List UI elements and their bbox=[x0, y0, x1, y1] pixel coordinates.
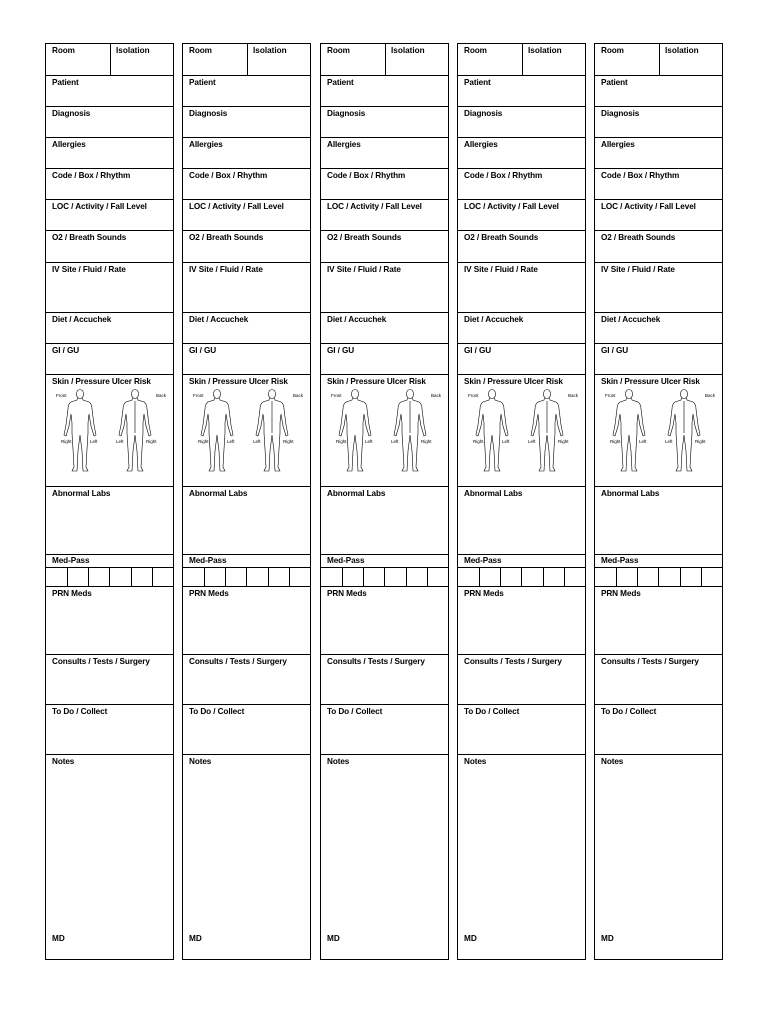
prn-row bbox=[46, 587, 173, 655]
notes-label: Notes bbox=[601, 757, 624, 766]
notes-row bbox=[458, 755, 585, 959]
back-right-text: Right bbox=[695, 439, 706, 444]
body-diagram bbox=[183, 387, 310, 473]
patient-sheet-3 bbox=[320, 43, 449, 960]
room-divider bbox=[247, 44, 248, 75]
diet-label: Diet / Accuchek bbox=[464, 315, 524, 324]
medpass-cell[interactable] bbox=[479, 568, 480, 586]
back-text: Back bbox=[156, 393, 167, 398]
medpass-cell[interactable] bbox=[289, 568, 290, 586]
front-figure bbox=[201, 390, 233, 472]
allergies-label: Allergies bbox=[189, 140, 223, 149]
patient-sheet-1 bbox=[45, 43, 174, 960]
consults-label: Consults / Tests / Surgery bbox=[601, 657, 699, 666]
medpass-cell[interactable] bbox=[406, 568, 407, 586]
back-right-text: Right bbox=[558, 439, 569, 444]
todo-label: To Do / Collect bbox=[327, 707, 383, 716]
prn-label: PRN Meds bbox=[327, 589, 367, 598]
front-right-text: Right bbox=[610, 439, 621, 444]
gigu-label: GI / GU bbox=[464, 346, 492, 355]
patient-sheet-4 bbox=[457, 43, 586, 960]
skin-row bbox=[595, 375, 722, 487]
diagnosis-row bbox=[458, 107, 585, 138]
medpass-cell[interactable] bbox=[67, 568, 68, 586]
todo-label: To Do / Collect bbox=[464, 707, 520, 716]
diagnosis-label: Diagnosis bbox=[52, 109, 91, 118]
skin-label: Skin / Pressure Ulcer Risk bbox=[464, 377, 563, 386]
diagnosis-label: Diagnosis bbox=[189, 109, 228, 118]
medpass-grid bbox=[595, 568, 722, 587]
patient-row bbox=[458, 76, 585, 107]
gigu-row bbox=[183, 344, 310, 375]
patient-sheet-5 bbox=[594, 43, 723, 960]
patient-row bbox=[183, 76, 310, 107]
room-label: Room bbox=[52, 46, 75, 55]
medpass-cell[interactable] bbox=[225, 568, 226, 586]
labs-row bbox=[458, 487, 585, 555]
loc-label: LOC / Activity / Fall Level bbox=[327, 202, 422, 211]
medpass-grid bbox=[183, 568, 310, 587]
medpass-grid bbox=[321, 568, 448, 587]
skin-label: Skin / Pressure Ulcer Risk bbox=[52, 377, 151, 386]
front-right-text: Right bbox=[198, 439, 209, 444]
medpass-label: Med-Pass bbox=[52, 556, 90, 565]
prn-row bbox=[321, 587, 448, 655]
front-left-text: Left bbox=[90, 439, 98, 444]
allergies-row bbox=[595, 138, 722, 169]
loc-row bbox=[458, 200, 585, 231]
medpass-cell[interactable] bbox=[88, 568, 89, 586]
diet-row bbox=[321, 313, 448, 344]
diagnosis-row bbox=[183, 107, 310, 138]
skin-label: Skin / Pressure Ulcer Risk bbox=[601, 377, 700, 386]
diet-row bbox=[46, 313, 173, 344]
skin-label: Skin / Pressure Ulcer Risk bbox=[327, 377, 426, 386]
allergies-label: Allergies bbox=[327, 140, 361, 149]
medpass-cell[interactable] bbox=[342, 568, 343, 586]
back-text: Back bbox=[293, 393, 304, 398]
notes-label: Notes bbox=[52, 757, 75, 766]
front-figure bbox=[613, 390, 645, 472]
consults-label: Consults / Tests / Surgery bbox=[189, 657, 287, 666]
loc-label: LOC / Activity / Fall Level bbox=[464, 202, 559, 211]
allergies-row bbox=[183, 138, 310, 169]
front-right-text: Right bbox=[61, 439, 72, 444]
prn-row bbox=[183, 587, 310, 655]
body-diagram bbox=[46, 387, 173, 473]
medpass-grid bbox=[458, 568, 585, 587]
back-left-text: Left bbox=[253, 439, 261, 444]
front-figure bbox=[476, 390, 508, 472]
medpass-row bbox=[458, 555, 585, 568]
diet-label: Diet / Accuchek bbox=[601, 315, 661, 324]
room-label: Room bbox=[327, 46, 350, 55]
md-label: MD bbox=[601, 934, 614, 943]
isolation-label: Isolation bbox=[253, 46, 287, 55]
labs-row bbox=[46, 487, 173, 555]
diagnosis-label: Diagnosis bbox=[464, 109, 503, 118]
front-text: Front bbox=[56, 393, 67, 398]
patient-label: Patient bbox=[327, 78, 354, 87]
patient-label: Patient bbox=[52, 78, 79, 87]
loc-row bbox=[183, 200, 310, 231]
room-divider bbox=[385, 44, 386, 75]
back-figure bbox=[394, 390, 426, 472]
medpass-row bbox=[46, 555, 173, 568]
allergies-label: Allergies bbox=[464, 140, 498, 149]
front-right-text: Right bbox=[473, 439, 484, 444]
code-label: Code / Box / Rhythm bbox=[464, 171, 543, 180]
consults-label: Consults / Tests / Surgery bbox=[464, 657, 562, 666]
notes-label: Notes bbox=[464, 757, 487, 766]
notes-row bbox=[321, 755, 448, 959]
skin-row bbox=[458, 375, 585, 487]
consults-row bbox=[46, 655, 173, 705]
o2-row bbox=[46, 231, 173, 263]
medpass-cell[interactable] bbox=[427, 568, 428, 586]
o2-label: O2 / Breath Sounds bbox=[189, 233, 264, 242]
diet-row bbox=[595, 313, 722, 344]
gigu-label: GI / GU bbox=[327, 346, 355, 355]
room-divider bbox=[659, 44, 660, 75]
gigu-row bbox=[458, 344, 585, 375]
medpass-label: Med-Pass bbox=[327, 556, 365, 565]
back-left-text: Left bbox=[391, 439, 399, 444]
code-label: Code / Box / Rhythm bbox=[327, 171, 406, 180]
medpass-label: Med-Pass bbox=[464, 556, 502, 565]
loc-row bbox=[321, 200, 448, 231]
skin-row bbox=[46, 375, 173, 487]
room-label: Room bbox=[601, 46, 624, 55]
back-left-text: Left bbox=[528, 439, 536, 444]
labs-label: Abnormal Labs bbox=[464, 489, 523, 498]
room-row bbox=[458, 44, 585, 76]
medpass-cell[interactable] bbox=[109, 568, 110, 586]
medpass-label: Med-Pass bbox=[189, 556, 227, 565]
skin-label: Skin / Pressure Ulcer Risk bbox=[189, 377, 288, 386]
medpass-cell[interactable] bbox=[131, 568, 132, 586]
gigu-label: GI / GU bbox=[601, 346, 629, 355]
o2-row bbox=[458, 231, 585, 263]
labs-label: Abnormal Labs bbox=[189, 489, 248, 498]
front-figure bbox=[339, 390, 371, 472]
medpass-row bbox=[595, 555, 722, 568]
medpass-cell[interactable] bbox=[152, 568, 153, 586]
back-left-text: Left bbox=[665, 439, 673, 444]
notes-row bbox=[183, 755, 310, 959]
body-diagram bbox=[458, 387, 585, 473]
front-left-text: Left bbox=[227, 439, 235, 444]
labs-row bbox=[183, 487, 310, 555]
medpass-cell[interactable] bbox=[658, 568, 659, 586]
consults-label: Consults / Tests / Surgery bbox=[52, 657, 150, 666]
iv-label: IV Site / Fluid / Rate bbox=[52, 265, 126, 274]
labs-label: Abnormal Labs bbox=[52, 489, 111, 498]
back-figure bbox=[256, 390, 288, 472]
room-divider bbox=[522, 44, 523, 75]
patient-label: Patient bbox=[189, 78, 216, 87]
back-right-text: Right bbox=[146, 439, 157, 444]
consults-row bbox=[321, 655, 448, 705]
front-left-text: Left bbox=[502, 439, 510, 444]
medpass-cell[interactable] bbox=[384, 568, 385, 586]
medpass-row bbox=[183, 555, 310, 568]
allergies-label: Allergies bbox=[601, 140, 635, 149]
prn-label: PRN Meds bbox=[189, 589, 229, 598]
front-left-text: Left bbox=[639, 439, 647, 444]
code-row bbox=[183, 169, 310, 200]
todo-label: To Do / Collect bbox=[601, 707, 657, 716]
code-label: Code / Box / Rhythm bbox=[52, 171, 131, 180]
todo-row bbox=[458, 705, 585, 755]
patient-row bbox=[46, 76, 173, 107]
loc-row bbox=[595, 200, 722, 231]
medpass-cell[interactable] bbox=[564, 568, 565, 586]
medpass-label: Med-Pass bbox=[601, 556, 639, 565]
back-text: Back bbox=[568, 393, 579, 398]
loc-row bbox=[46, 200, 173, 231]
front-text: Front bbox=[468, 393, 479, 398]
back-text: Back bbox=[705, 393, 716, 398]
code-row bbox=[321, 169, 448, 200]
diet-label: Diet / Accuchek bbox=[52, 315, 112, 324]
iv-label: IV Site / Fluid / Rate bbox=[327, 265, 401, 274]
md-label: MD bbox=[52, 934, 65, 943]
allergies-label: Allergies bbox=[52, 140, 86, 149]
allergies-row bbox=[321, 138, 448, 169]
code-row bbox=[595, 169, 722, 200]
iv-row bbox=[595, 263, 722, 313]
diagnosis-row bbox=[46, 107, 173, 138]
patient-label: Patient bbox=[464, 78, 491, 87]
todo-row bbox=[321, 705, 448, 755]
isolation-label: Isolation bbox=[391, 46, 425, 55]
isolation-label: Isolation bbox=[116, 46, 150, 55]
labs-row bbox=[321, 487, 448, 555]
diet-row bbox=[183, 313, 310, 344]
prn-label: PRN Meds bbox=[52, 589, 92, 598]
notes-label: Notes bbox=[189, 757, 212, 766]
iv-row bbox=[321, 263, 448, 313]
medpass-cell[interactable] bbox=[246, 568, 247, 586]
room-row bbox=[183, 44, 310, 76]
diagnosis-row bbox=[595, 107, 722, 138]
room-row bbox=[321, 44, 448, 76]
diet-label: Diet / Accuchek bbox=[327, 315, 387, 324]
consults-row bbox=[458, 655, 585, 705]
isolation-label: Isolation bbox=[528, 46, 562, 55]
front-text: Front bbox=[193, 393, 204, 398]
code-label: Code / Box / Rhythm bbox=[601, 171, 680, 180]
loc-label: LOC / Activity / Fall Level bbox=[601, 202, 696, 211]
iv-row bbox=[46, 263, 173, 313]
prn-label: PRN Meds bbox=[601, 589, 641, 598]
iv-label: IV Site / Fluid / Rate bbox=[601, 265, 675, 274]
labs-label: Abnormal Labs bbox=[601, 489, 660, 498]
medpass-grid bbox=[46, 568, 173, 587]
skin-row bbox=[183, 375, 310, 487]
gigu-label: GI / GU bbox=[52, 346, 80, 355]
diet-label: Diet / Accuchek bbox=[189, 315, 249, 324]
consults-row bbox=[183, 655, 310, 705]
diagnosis-label: Diagnosis bbox=[601, 109, 640, 118]
code-label: Code / Box / Rhythm bbox=[189, 171, 268, 180]
loc-label: LOC / Activity / Fall Level bbox=[189, 202, 284, 211]
medpass-cell[interactable] bbox=[616, 568, 617, 586]
skin-row bbox=[321, 375, 448, 487]
diet-row bbox=[458, 313, 585, 344]
medpass-cell[interactable] bbox=[268, 568, 269, 586]
o2-label: O2 / Breath Sounds bbox=[464, 233, 539, 242]
medpass-cell[interactable] bbox=[701, 568, 702, 586]
md-label: MD bbox=[327, 934, 340, 943]
iv-row bbox=[183, 263, 310, 313]
o2-row bbox=[595, 231, 722, 263]
iv-label: IV Site / Fluid / Rate bbox=[464, 265, 538, 274]
md-label: MD bbox=[189, 934, 202, 943]
o2-row bbox=[183, 231, 310, 263]
front-right-text: Right bbox=[336, 439, 347, 444]
back-text: Back bbox=[431, 393, 442, 398]
medpass-cell[interactable] bbox=[500, 568, 501, 586]
gigu-label: GI / GU bbox=[189, 346, 217, 355]
todo-row bbox=[183, 705, 310, 755]
front-text: Front bbox=[331, 393, 342, 398]
front-left-text: Left bbox=[365, 439, 373, 444]
o2-row bbox=[321, 231, 448, 263]
room-divider bbox=[110, 44, 111, 75]
todo-row bbox=[595, 705, 722, 755]
prn-row bbox=[458, 587, 585, 655]
labs-row bbox=[595, 487, 722, 555]
back-right-text: Right bbox=[421, 439, 432, 444]
consults-label: Consults / Tests / Surgery bbox=[327, 657, 425, 666]
code-row bbox=[46, 169, 173, 200]
gigu-row bbox=[46, 344, 173, 375]
o2-label: O2 / Breath Sounds bbox=[601, 233, 676, 242]
room-row bbox=[46, 44, 173, 76]
patient-label: Patient bbox=[601, 78, 628, 87]
patient-sheet-2 bbox=[182, 43, 311, 960]
back-left-text: Left bbox=[116, 439, 124, 444]
back-figure bbox=[531, 390, 563, 472]
iv-row bbox=[458, 263, 585, 313]
iv-label: IV Site / Fluid / Rate bbox=[189, 265, 263, 274]
room-row bbox=[595, 44, 722, 76]
medpass-cell[interactable] bbox=[637, 568, 638, 586]
code-row bbox=[458, 169, 585, 200]
patient-row bbox=[321, 76, 448, 107]
o2-label: O2 / Breath Sounds bbox=[327, 233, 402, 242]
medpass-cell[interactable] bbox=[680, 568, 681, 586]
medpass-cell[interactable] bbox=[204, 568, 205, 586]
room-label: Room bbox=[189, 46, 212, 55]
diagnosis-row bbox=[321, 107, 448, 138]
medpass-row bbox=[321, 555, 448, 568]
md-label: MD bbox=[464, 934, 477, 943]
allergies-row bbox=[46, 138, 173, 169]
todo-row bbox=[46, 705, 173, 755]
back-figure bbox=[119, 390, 151, 472]
diagnosis-label: Diagnosis bbox=[327, 109, 366, 118]
o2-label: O2 / Breath Sounds bbox=[52, 233, 127, 242]
prn-row bbox=[595, 587, 722, 655]
body-diagram bbox=[321, 387, 448, 473]
medpass-cell[interactable] bbox=[363, 568, 364, 586]
todo-label: To Do / Collect bbox=[52, 707, 108, 716]
room-label: Room bbox=[464, 46, 487, 55]
front-text: Front bbox=[605, 393, 616, 398]
loc-label: LOC / Activity / Fall Level bbox=[52, 202, 147, 211]
front-figure bbox=[64, 390, 96, 472]
todo-label: To Do / Collect bbox=[189, 707, 245, 716]
back-right-text: Right bbox=[283, 439, 294, 444]
notes-label: Notes bbox=[327, 757, 350, 766]
medpass-cell[interactable] bbox=[521, 568, 522, 586]
gigu-row bbox=[321, 344, 448, 375]
labs-label: Abnormal Labs bbox=[327, 489, 386, 498]
prn-label: PRN Meds bbox=[464, 589, 504, 598]
notes-row bbox=[595, 755, 722, 959]
allergies-row bbox=[458, 138, 585, 169]
medpass-cell[interactable] bbox=[543, 568, 544, 586]
back-figure bbox=[668, 390, 700, 472]
notes-row bbox=[46, 755, 173, 959]
body-diagram bbox=[595, 387, 722, 473]
consults-row bbox=[595, 655, 722, 705]
patient-row bbox=[595, 76, 722, 107]
isolation-label: Isolation bbox=[665, 46, 699, 55]
gigu-row bbox=[595, 344, 722, 375]
